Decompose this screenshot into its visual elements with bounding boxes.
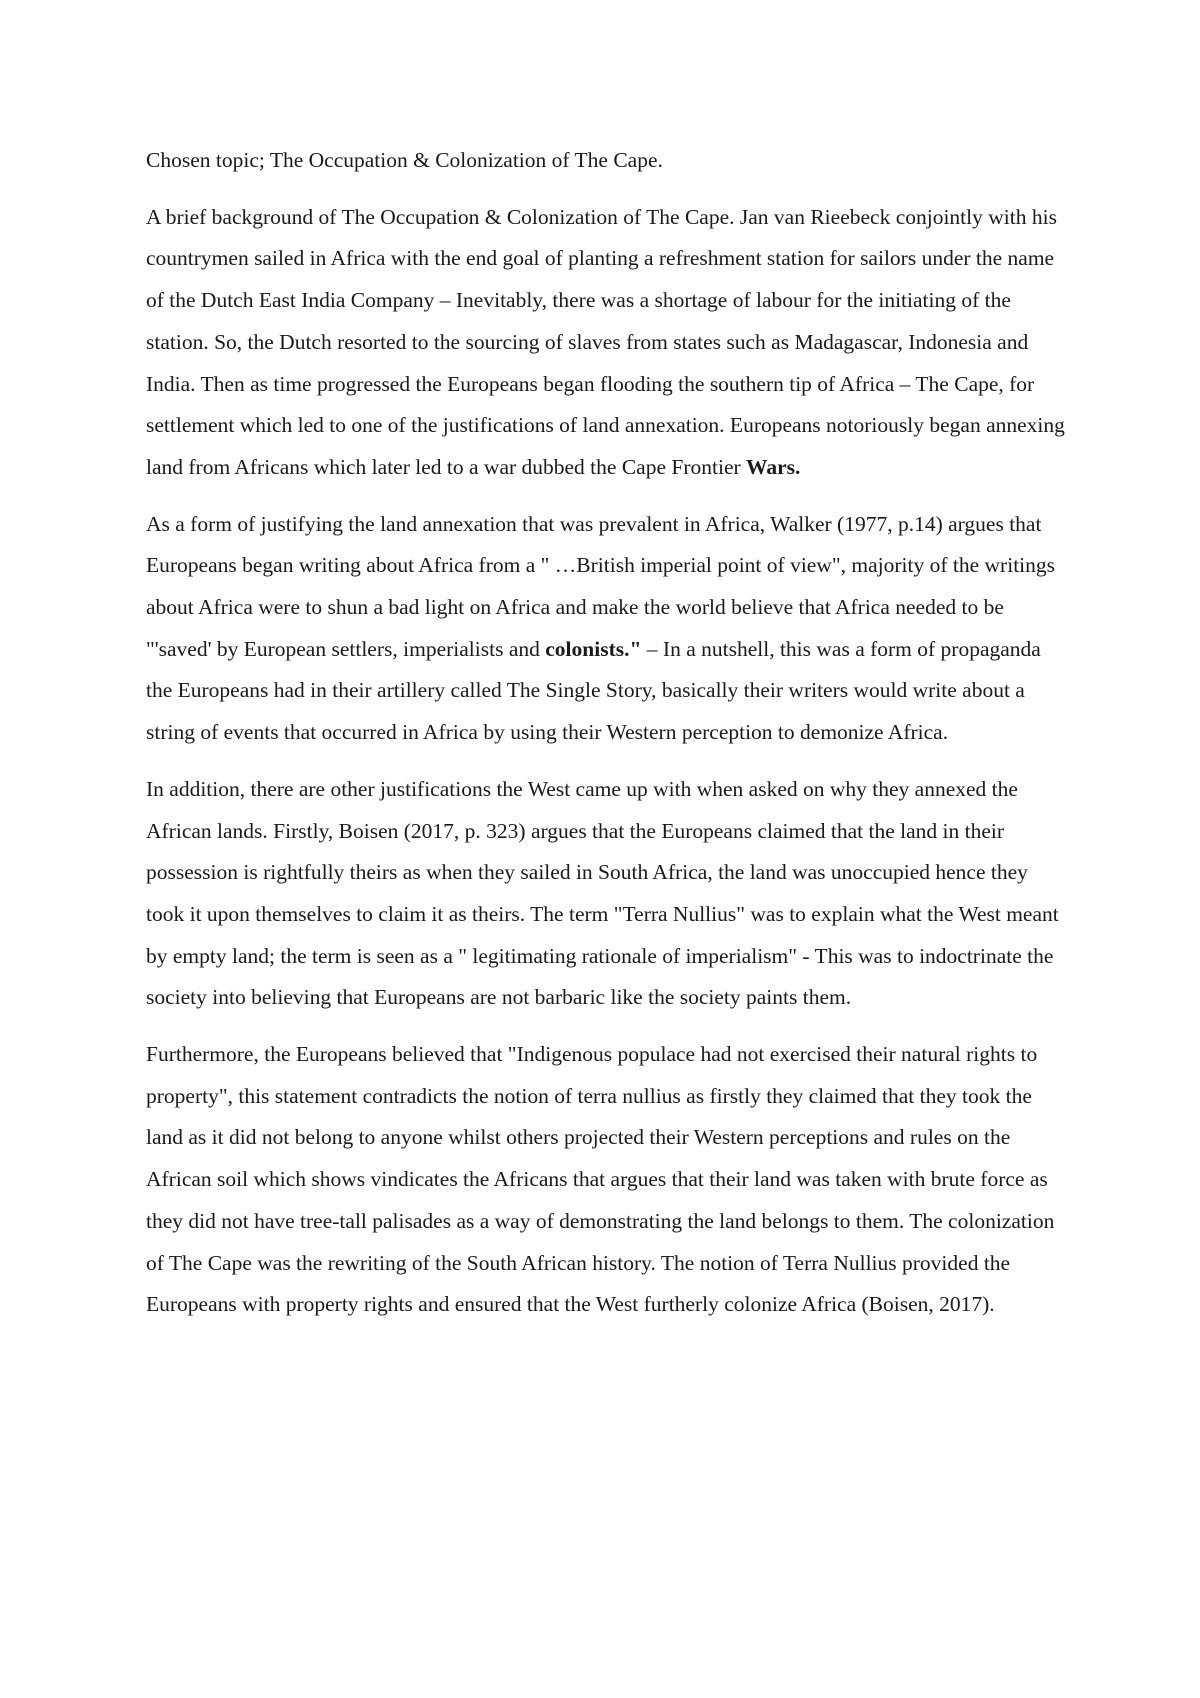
paragraph-background: [146, 197, 1066, 489]
paragraph-text: A brief background of The Occupation & Colonization of The Cape. Jan van Rieebeck conjointly with his countrymen sailed in Africa with the end goal of planting a refreshment station for sailors under the name of the Dutch East India Company – Inevitably, there was a shortage of labour for the initiating of the station. So, the Dutch resorted to the sourcing of slaves from states such as Madagascar, Indonesia and India. Then as time progressed the Europeans began flooding the southern tip of Africa – The Cape, for settlement which led to one of the justifications of land annexation. Europeans notoriously began annexing land from Africans which later led to a war dubbed the Cape Frontier: [146, 204, 1065, 479]
paragraph-bold-text: Wars.: [746, 454, 801, 479]
document-body: [146, 140, 1066, 1326]
paragraph-text: In addition, there are other justifications the West came up with when asked on why they annexed the African lands. Firstly, Boisen (2017, p. 323) argues that the Europeans claimed that the land in their possession is rightfully theirs as when they sailed in South Africa, the land was unoccupied hence they took it upon themselves to claim it as theirs. The term "Terra Nullius" was to explain what the West meant by empty land; the term is seen as a " legitimating rationale of imperialism" - This was to indoctrinate the society into believing that Europeans are not barbaric like the society paints them.: [146, 776, 1059, 1010]
topic-line: Chosen topic; The Occupation & Colonization of The Cape.: [146, 148, 663, 172]
paragraph-property-rights: [146, 1034, 1066, 1326]
paragraph-terra-nullius: [146, 769, 1066, 1019]
paragraph-text: Furthermore, the Europeans believed that "Indigenous populace had not exercised their natural rights to property", this statement contradicts the notion of terra nullius as firstly they claimed that they took the land as it did not belong to anyone whilst others projected their Western perceptions and rules on the African soil which shows vindicates the Africans that argues that their land was taken with brute force as they did not have tree-tall palisades as a way of demonstrating the land belongs to them. The colonization of The Cape was the rewriting of the South African history. The notion of Terra Nullius provided the Europeans with property rights and ensured that the West furtherly colonize Africa (Boisen, 2017).: [146, 1042, 1055, 1317]
paragraph-justification: [146, 504, 1066, 754]
paragraph-text-after: – In a nutshell, this was a form of propaganda the Europeans had in their artillery called The Single Story, basically their writers would write about a string of events that occurred in Africa by using their Western perception to demonize Africa.: [146, 636, 1041, 745]
paragraph-text: As a form of justifying the land annexation that was prevalent in Africa, Walker (1977, p.14) argues that Europeans began writing about Africa from a " …British imperial point of view", majority of the writings about Africa were to shun a bad light on Africa and make the world believe that Africa needed to be "'saved' by European settlers, imperialists and: [146, 511, 1056, 661]
paragraph-bold-text: colonists.": [545, 636, 642, 661]
